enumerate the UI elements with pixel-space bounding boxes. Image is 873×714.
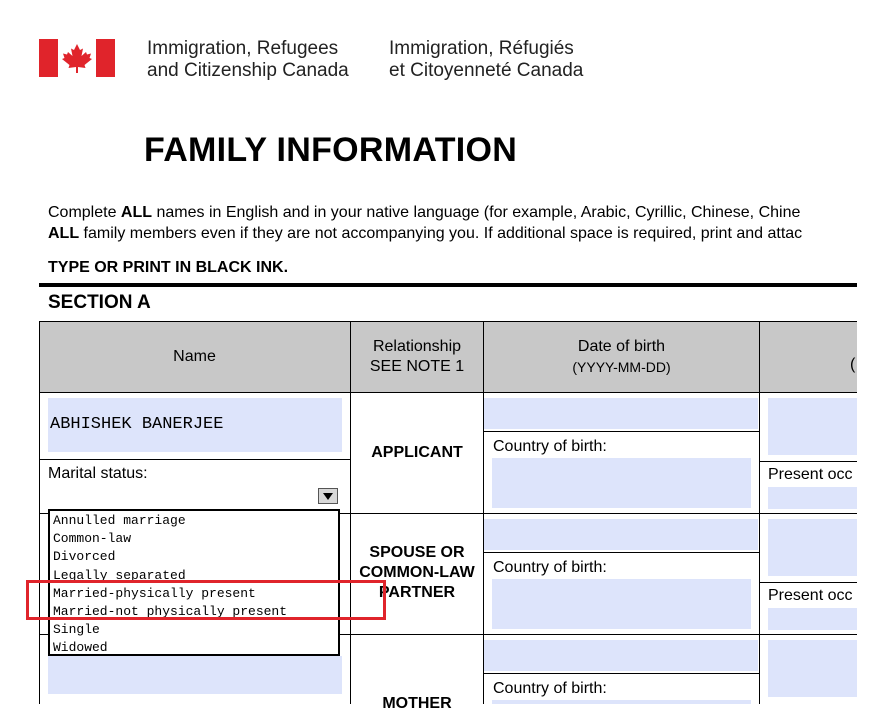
applicant-present-occupation-label: Present occ <box>768 466 853 483</box>
spouse-country-of-birth-label: Country of birth: <box>493 559 607 576</box>
marital-option-single[interactable]: Single <box>53 622 100 637</box>
dob-header-line1: Date of birth <box>577 337 666 355</box>
dob-cell-divider <box>483 431 759 432</box>
relationship-spouse-line2: COMMON-LAW <box>359 564 475 581</box>
department-fr-line2: et Citoyenneté Canada <box>389 60 584 81</box>
relationship-mother: MOTHER <box>382 695 452 712</box>
ink-instruction: TYPE OR PRINT IN BLACK INK. <box>48 259 289 276</box>
marital-option-annulled[interactable]: Annulled marriage <box>53 513 186 528</box>
applicant-present-occupation-input[interactable] <box>768 487 857 509</box>
spouse-country-of-birth-input[interactable] <box>492 579 751 629</box>
applicant-country-of-birth-input[interactable] <box>492 458 751 508</box>
marital-status-dropdown-button[interactable] <box>318 488 338 504</box>
dob-header-format: (YYYY-MM-DD) <box>572 358 671 375</box>
applicant-name-input[interactable] <box>48 398 342 452</box>
spouse-dob-input[interactable] <box>484 519 758 550</box>
mother-col5-input[interactable] <box>768 640 857 697</box>
instructions-text: names in English and in your native language (for example, Arabic, Cyrillic, Chinese, Chine <box>152 204 801 221</box>
mother-dob-input[interactable] <box>484 640 758 671</box>
instructions-emphasis: ALL <box>120 204 153 221</box>
mother-country-of-birth-label: Country of birth: <box>493 680 607 697</box>
marital-option-legally-separated[interactable]: Legally separated <box>53 568 186 583</box>
occupation-cell-divider <box>759 461 857 462</box>
relationship-applicant: APPLICANT <box>371 444 463 461</box>
column-header-relationship <box>351 321 483 392</box>
applicant-name-value: ABHISHEK BANERJEE <box>50 415 224 434</box>
spouse-col5-input[interactable] <box>768 519 857 576</box>
column-header-fragment-text: ( <box>850 356 856 373</box>
canada-flag-logo <box>39 39 115 77</box>
applicant-dob-input[interactable] <box>484 398 758 429</box>
spouse-present-occupation-input[interactable] <box>768 608 857 630</box>
department-name-english <box>147 38 349 82</box>
occupation-cell-divider <box>759 582 857 583</box>
applicant-country-of-birth-label: Country of birth: <box>493 438 607 455</box>
department-fr-line1: Immigration, Réfugiés <box>389 38 574 59</box>
column-header-date-of-birth <box>484 321 759 392</box>
marital-option-common-law[interactable]: Common-law <box>53 531 132 546</box>
dob-cell-divider <box>483 552 759 553</box>
section-heading: SECTION A <box>48 292 151 313</box>
marital-status-label: Marital status: <box>48 465 148 482</box>
marital-option-married-present[interactable]: Married-physically present <box>53 586 256 601</box>
instructions-text: Complete <box>48 204 121 221</box>
instructions-emphasis: ALL <box>48 225 80 242</box>
column-header-name <box>39 321 350 392</box>
applicant-col5-input[interactable] <box>768 398 857 455</box>
highlight-annotation-box <box>26 580 386 620</box>
relationship-header-line1: Relationship <box>372 337 462 355</box>
department-name-french <box>389 38 583 82</box>
department-en-line2: and Citizenship Canada <box>147 60 349 81</box>
mother-country-of-birth-input[interactable] <box>492 700 751 704</box>
dob-cell-divider <box>483 673 759 674</box>
form-title: FAMILY INFORMATION <box>144 131 518 169</box>
relationship-spouse-line3: PARTNER <box>378 584 456 601</box>
viewport-edge <box>857 0 873 704</box>
column-header-name-label: Name <box>173 347 216 365</box>
section-divider <box>39 283 857 287</box>
spouse-present-occupation-label: Present occ <box>768 587 853 604</box>
instructions-text: family members even if they are not accompanying you. If additional space is required, print and attac <box>79 225 803 242</box>
marital-option-widowed[interactable]: Widowed <box>53 640 108 655</box>
spouse-name-input[interactable] <box>48 656 342 694</box>
marital-option-divorced[interactable]: Divorced <box>53 549 116 564</box>
form-instructions <box>48 202 857 244</box>
triangle-down-icon <box>323 493 333 500</box>
name-cell-divider <box>39 459 350 460</box>
marital-option-married-not-present[interactable]: Married-not physically present <box>53 604 288 619</box>
department-en-line1: Immigration, Refugees <box>147 38 339 59</box>
relationship-header-line2: SEE NOTE 1 <box>369 357 465 375</box>
relationship-spouse-line1: SPOUSE OR <box>369 544 465 561</box>
